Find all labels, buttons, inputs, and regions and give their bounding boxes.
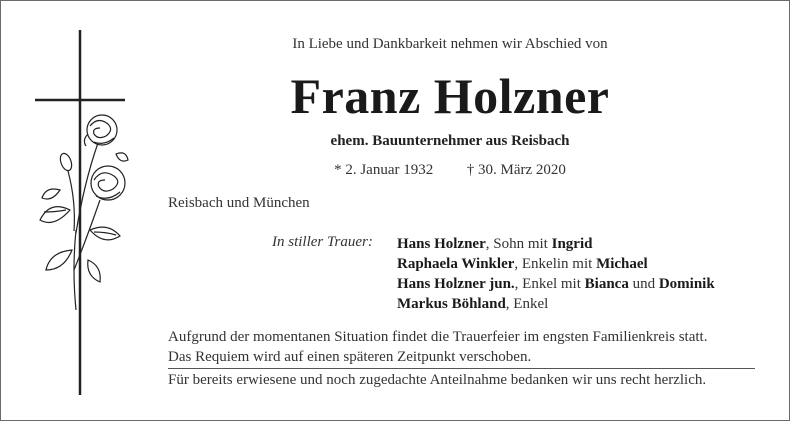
mourner-row <box>397 294 715 314</box>
deceased-name: Franz Holzner <box>290 68 610 124</box>
partner-name: Dominik <box>658 276 715 292</box>
mourner-row <box>397 254 715 274</box>
divider <box>168 368 755 369</box>
mourning-label: In stiller Trauer: <box>272 234 373 250</box>
occupation-line: ehem. Bauunternehmer aus Reisbach <box>330 133 570 149</box>
relation-text: , Enkel mit <box>514 276 585 292</box>
thanks-line: Für bereits erwiesene und noch zugedachte Anteilnahme bedanken wir uns recht herzlich. <box>168 372 707 388</box>
intro-line: In Liebe und Dankbarkeit nehmen wir Abschied von <box>292 36 608 52</box>
mourner-row <box>397 234 715 254</box>
mourner-name: Raphaela Winkler <box>397 256 515 272</box>
death-date: 30. März 2020 <box>478 162 566 178</box>
relation-text: , Enkelin mit <box>514 256 597 272</box>
mourner-name: Markus Böhland <box>397 296 506 312</box>
mourners-list <box>397 234 715 314</box>
mourner-name: Hans Holzner <box>397 236 486 252</box>
relation-text: , Enkel <box>505 296 549 312</box>
location-line: Reisbach und München <box>168 195 310 211</box>
partner-name: Bianca <box>584 276 629 292</box>
birth-symbol: * <box>334 162 342 178</box>
death-symbol: † <box>466 162 475 178</box>
life-dates <box>160 162 740 179</box>
mourner-name: Hans Holzner jun. <box>397 276 515 292</box>
mourner-row <box>397 274 715 294</box>
cross-with-roses-icon <box>30 30 130 395</box>
relation-text: und <box>628 276 659 292</box>
notice-line-2: Das Requiem wird auf einen späteren Zeitpunkt verschoben. <box>168 349 532 365</box>
birth-date: 2. Januar 1932 <box>345 162 434 178</box>
ceremony-notice <box>168 327 758 367</box>
partner-name: Michael <box>596 256 648 272</box>
notice-line-1: Aufgrund der momentanen Situation findet die Trauerfeier im engsten Familienkreis statt. <box>168 329 708 345</box>
relation-text: , Sohn mit <box>485 236 552 252</box>
partner-name: Ingrid <box>551 236 593 252</box>
